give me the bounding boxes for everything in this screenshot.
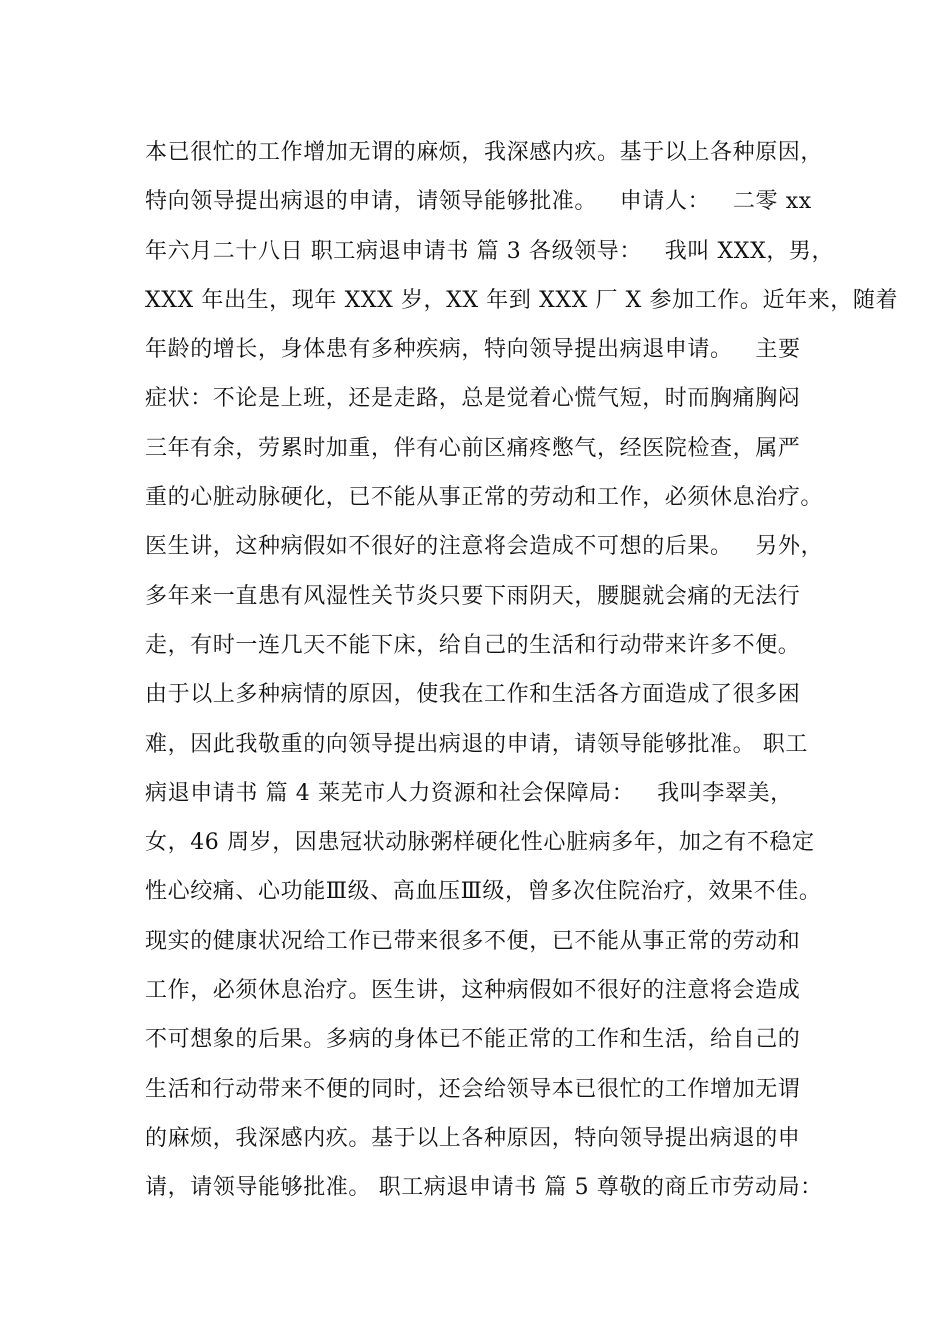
text-line: 的麻烦，我深感内疚。基于以上各种原因，特向领导提出病退的申 <box>145 1125 801 1151</box>
text-line: 现实的健康状况给工作已带来很多不便，已不能从事正常的劳动和 <box>145 928 801 954</box>
text-line: 三年有余，劳累时加重，伴有心前区痛疼憋气，经医院检查，属严 <box>145 435 801 461</box>
text-line: 医生讲，这种病假如不很好的注意将会造成不可想的后果。 另外， <box>145 534 824 560</box>
text-line: 特向领导提出病退的申请，请领导能够批准。 申请人： 二零 xx <box>145 189 812 215</box>
text-line: 走，有时一连几天不能下床，给自己的生活和行动带来许多不便。 <box>145 632 801 658</box>
text-line: 工作，必须休息治疗。医生讲，这种病假如不很好的注意将会造成 <box>145 978 801 1004</box>
text-line: 由于以上多种病情的原因，使我在工作和生活各方面造成了很多困 <box>145 682 801 708</box>
text-line: 请，请领导能够批准。 职工病退申请书 篇 5 尊敬的商丘市劳动局： <box>145 1175 823 1201</box>
text-line: 女，46 周岁，因患冠状动脉粥样硬化性心脏病多年，加之有不稳定 <box>145 830 815 856</box>
text-line: 性心绞痛、心功能Ⅲ级、高血压Ⅲ级，曾多次住院治疗，效果不佳。 <box>145 879 822 905</box>
text-line: 病退申请书 篇 4 莱芜市人力资源和社会保障局： 我叫李翠美， <box>145 780 793 806</box>
text-line: 不可想象的后果。多病的身体已不能正常的工作和生活，给自己的 <box>145 1027 801 1053</box>
text-line: 重的心脏动脉硬化，已不能从事正常的劳动和工作，必须休息治疗。 <box>145 485 824 511</box>
text-line: XXX 年出生，现年 XXX 岁，XX 年到 XXX 厂 X 参加工作。近年来，随着 <box>145 287 899 313</box>
text-line: 症状：不论是上班，还是走路，总是觉着心慌气短，时而胸痛胸闷 <box>145 386 801 412</box>
body-text <box>145 128 899 1213</box>
text-line: 多年来一直患有风湿性关节炎只要下雨阴天，腰腿就会痛的无法行 <box>145 583 801 609</box>
text-line: 年龄的增长，身体患有多种疾病，特向领导提出病退申请。 主要 <box>145 337 801 363</box>
text-line: 生活和行动带来不便的同时，还会给领导本已很忙的工作增加无谓 <box>145 1076 801 1102</box>
text-line: 年六月二十八日 职工病退申请书 篇 3 各级领导： 我叫 XXX，男， <box>145 238 835 264</box>
text-line: 本已很忙的工作增加无谓的麻烦，我深感内疚。基于以上各种原因， <box>145 140 824 165</box>
text-line: 难，因此我敬重的向领导提出病退的申请，请领导能够批准。 职工 <box>145 731 808 757</box>
